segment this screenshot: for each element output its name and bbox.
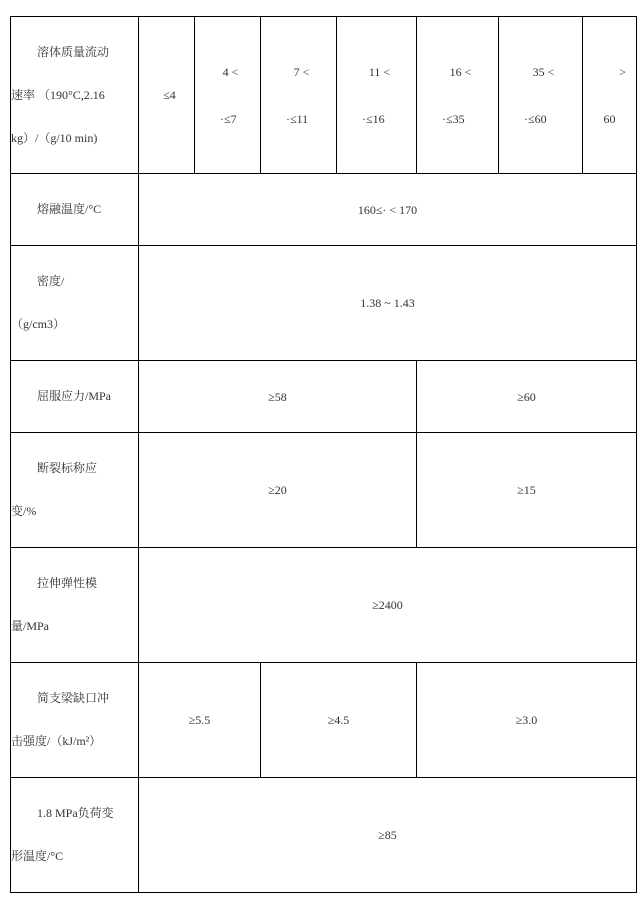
value-cell: ≥4.5 <box>261 663 417 778</box>
value-cell: ≥3.0 <box>417 663 637 778</box>
row-label-deflection-temperature <box>11 778 139 893</box>
mfr-range-bottom: ·≤60 <box>524 111 547 126</box>
mfr-range-top: 7 < <box>293 64 310 79</box>
value-cell: ≥60 <box>417 361 637 433</box>
mfr-range-top: 35 < <box>532 64 555 79</box>
label-line: 拉伸弹性模 <box>37 576 98 590</box>
value-cell: ≥58 <box>139 361 417 433</box>
table-row-tensile-modulus <box>11 548 637 663</box>
label-line: 溶体质量流动 <box>37 44 110 59</box>
table-row-melting-temperature <box>11 174 637 246</box>
property-table <box>10 16 637 893</box>
label-line: 变/% <box>11 504 37 518</box>
mfr-range-cell <box>337 17 417 174</box>
label-line: 形温度/°C <box>11 849 64 863</box>
label-line: 屈服应力/MPa <box>37 389 112 403</box>
mfr-range-cell <box>583 17 637 174</box>
label-line: 量/MPa <box>11 619 50 633</box>
table-row-impact-strength <box>11 663 637 778</box>
row-label-strain-at-break <box>11 433 139 548</box>
label-line: 1.8 MPa负荷变 <box>37 806 114 820</box>
row-label-yield-stress <box>11 361 139 433</box>
mfr-range-top: 16 < <box>449 64 472 79</box>
table-row-melt-flow-rate <box>11 17 637 174</box>
value-cell: 160≤· < 170 <box>139 174 637 246</box>
mfr-range-cell <box>499 17 583 174</box>
mfr-range-cell <box>261 17 337 174</box>
label-line: 简支梁缺口冲 <box>37 691 110 705</box>
table-row-density <box>11 246 637 361</box>
row-label-melting-temperature <box>11 174 139 246</box>
mfr-range-top: 4 < <box>222 64 239 79</box>
table-row-strain-at-break <box>11 433 637 548</box>
mfr-range-top: 11 < <box>368 64 391 79</box>
mfr-range-cell <box>417 17 499 174</box>
value-cell: ≥2400 <box>139 548 637 663</box>
label-line: 密度/ <box>37 274 65 288</box>
row-label-melt-flow-rate <box>11 17 139 174</box>
mfr-range-top: ≤4 <box>163 88 176 102</box>
label-line: 击强度/（kJ/m²） <box>11 734 102 748</box>
row-label-density <box>11 246 139 361</box>
label-line: （g/cm3） <box>11 317 65 331</box>
table-row-yield-stress <box>11 361 637 433</box>
mfr-range-cell <box>139 17 195 174</box>
row-label-impact-strength <box>11 663 139 778</box>
value-cell: 1.38 ~ 1.43 <box>139 246 637 361</box>
value-cell: ≥20 <box>139 433 417 548</box>
label-line: 熔融温度/°C <box>37 202 102 216</box>
row-label-tensile-modulus <box>11 548 139 663</box>
table-row-deflection-temperature <box>11 778 637 893</box>
mfr-range-bottom: ·≤35 <box>442 111 465 126</box>
property-table-container <box>10 16 637 893</box>
label-line: 速率 （190°C,2.16 <box>11 87 105 102</box>
value-cell: ≥5.5 <box>139 663 261 778</box>
mfr-range-cell <box>195 17 261 174</box>
value-cell: ≥15 <box>417 433 637 548</box>
mfr-range-top: > <box>619 64 626 79</box>
mfr-range-bottom: ·≤7 <box>220 111 237 126</box>
mfr-range-bottom: ·≤11 <box>286 111 309 126</box>
label-line: kg）/（g/10 min) <box>11 130 98 145</box>
value-cell: ≥85 <box>139 778 637 893</box>
mfr-range-bottom: ·≤16 <box>362 111 385 126</box>
label-line: 断裂标称应 <box>37 461 98 475</box>
mfr-range-bottom: 60 <box>603 111 616 126</box>
